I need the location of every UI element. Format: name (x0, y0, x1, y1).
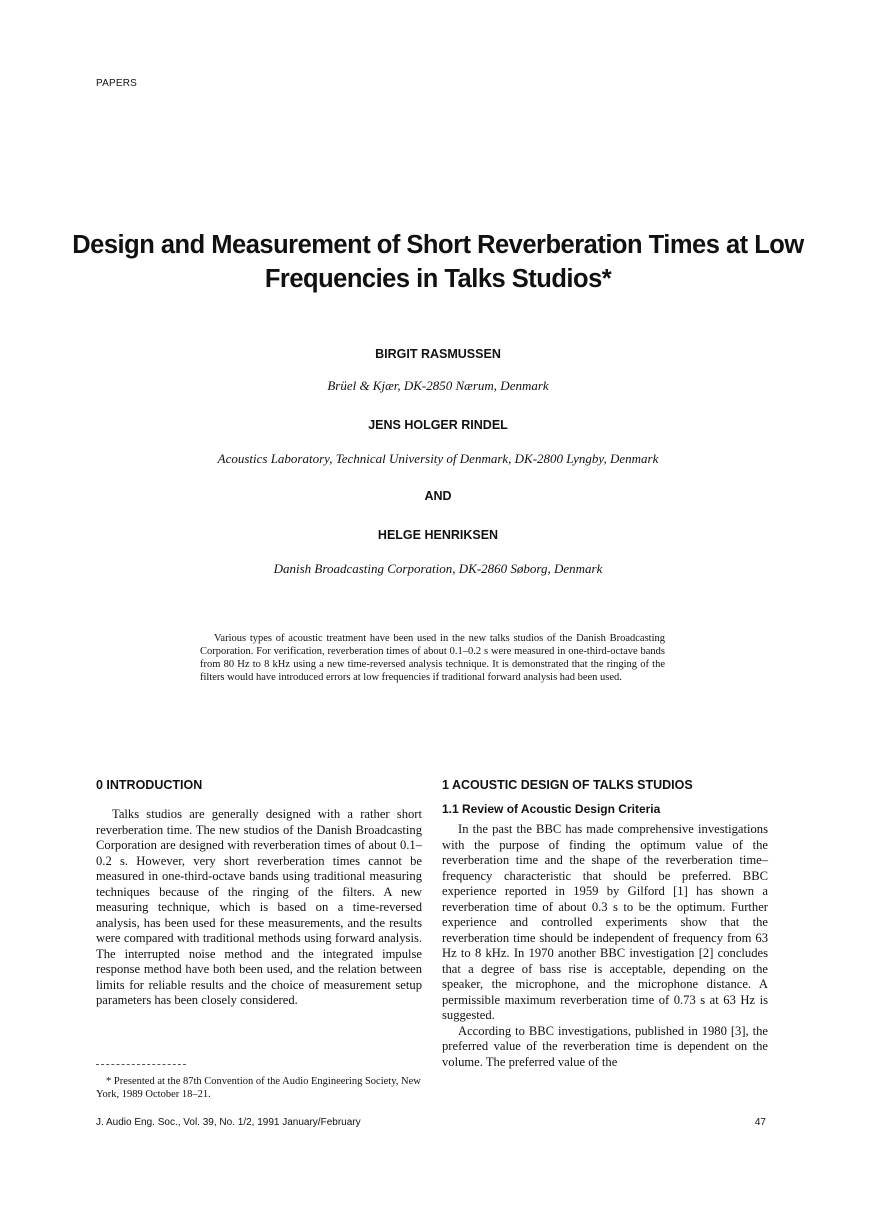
acoustic-design-body (442, 822, 768, 1070)
abstract: Various types of acoustic treatment have been used in the new talks studios of the Danish Broadcasting Corporation. For verification, reverberation times of about 0.1–0.2 s were measured in one-third-octave bands from 80 Hz to 8 kHz using a new time-reversed analysis technique. It is demonstrated that the ringing of the filters would have introduced errors at low frequencies if traditional forward analysis had been used. (200, 633, 665, 683)
introduction-body (96, 807, 422, 1009)
acoustic-design-paragraph-2: According to BBC investigations, published in 1980 [3], the preferred value of the reverberation time is dependent on the volume. The preferred value of the (442, 1023, 768, 1069)
author-affiliation-2: Acoustics Laboratory, Technical University of Denmark, DK-2800 Lyngby, Denmark (217, 451, 659, 466)
footnote-rule (96, 1064, 186, 1065)
page-number: 47 (754, 1117, 766, 1128)
footer-citation: J. Audio Eng. Soc., Vol. 39, No. 1/2, 1991 January/February (96, 1117, 361, 1128)
running-head: PAPERS (96, 78, 138, 89)
author-name-3: HELGE HENRIKSEN (377, 528, 499, 542)
and-separator: AND (424, 489, 452, 503)
introduction-paragraph-1: Talks studios are generally designed with a rather short reverberation time. The new studios of the Danish Broadcasting Corporation are designed with reverberation times of about 0.1–0.2 s. However, very short reverberation times cannot be measured in one-third-octave bands using traditional measuring techniques because of the ringing of the filters. A new measuring technique, which is based on a time-reversed analysis, has been used for these measurements, and the results were compared with traditional methods using forward analysis. The interrupted noise method and the integrated impulse response method have both been used, and the relation between limits for reliable results and the choice of measurement setup parameters has been closely considered. (96, 807, 422, 1007)
section-heading-introduction: 0 INTRODUCTION (96, 778, 203, 792)
footnote: * Presented at the 87th Convention of the Audio Engineering Society, New York, 1989 October 18–21. (96, 1076, 421, 1100)
section-heading-acoustic-design: 1 ACOUSTIC DESIGN OF TALKS STUDIOS (442, 778, 693, 792)
acoustic-design-paragraph-1: In the past the BBC has made comprehensive investigations with the purpose of finding the optimum value of the reverberation time and the shape of the reverberation time–frequency characteristic that should be preferred. BBC experience reported in 1959 by Gilford [1] has shown a reverberation time of about 0.3 s to be the optimum. Further experience and controlled experiments show that the reverberation time should be independent of frequency from 63 Hz to 8 kHz. In 1970 another BBC investigation [2] concludes that a degree of bass rise is acceptable, depending on the speaker, the microphone, and the microphone distance. A permissible maximum reverberation time of 0.73 s at 63 Hz is suggested. (442, 822, 768, 1022)
subsection-heading-review: 1.1 Review of Acoustic Design Criteria (442, 802, 661, 816)
paper-title: Design and Measurement of Short Reverberation Times at Low Frequencies in Talks Studios* (72, 231, 804, 293)
author-affiliation-1: Brüel & Kjær, DK-2850 Nærum, Denmark (327, 378, 549, 393)
author-name-2: JENS HOLGER RINDEL (368, 418, 508, 432)
author-name-1: BIRGIT RASMUSSEN (375, 347, 501, 361)
author-affiliation-3: Danish Broadcasting Corporation, DK-2860 Søborg, Denmark (273, 561, 603, 576)
